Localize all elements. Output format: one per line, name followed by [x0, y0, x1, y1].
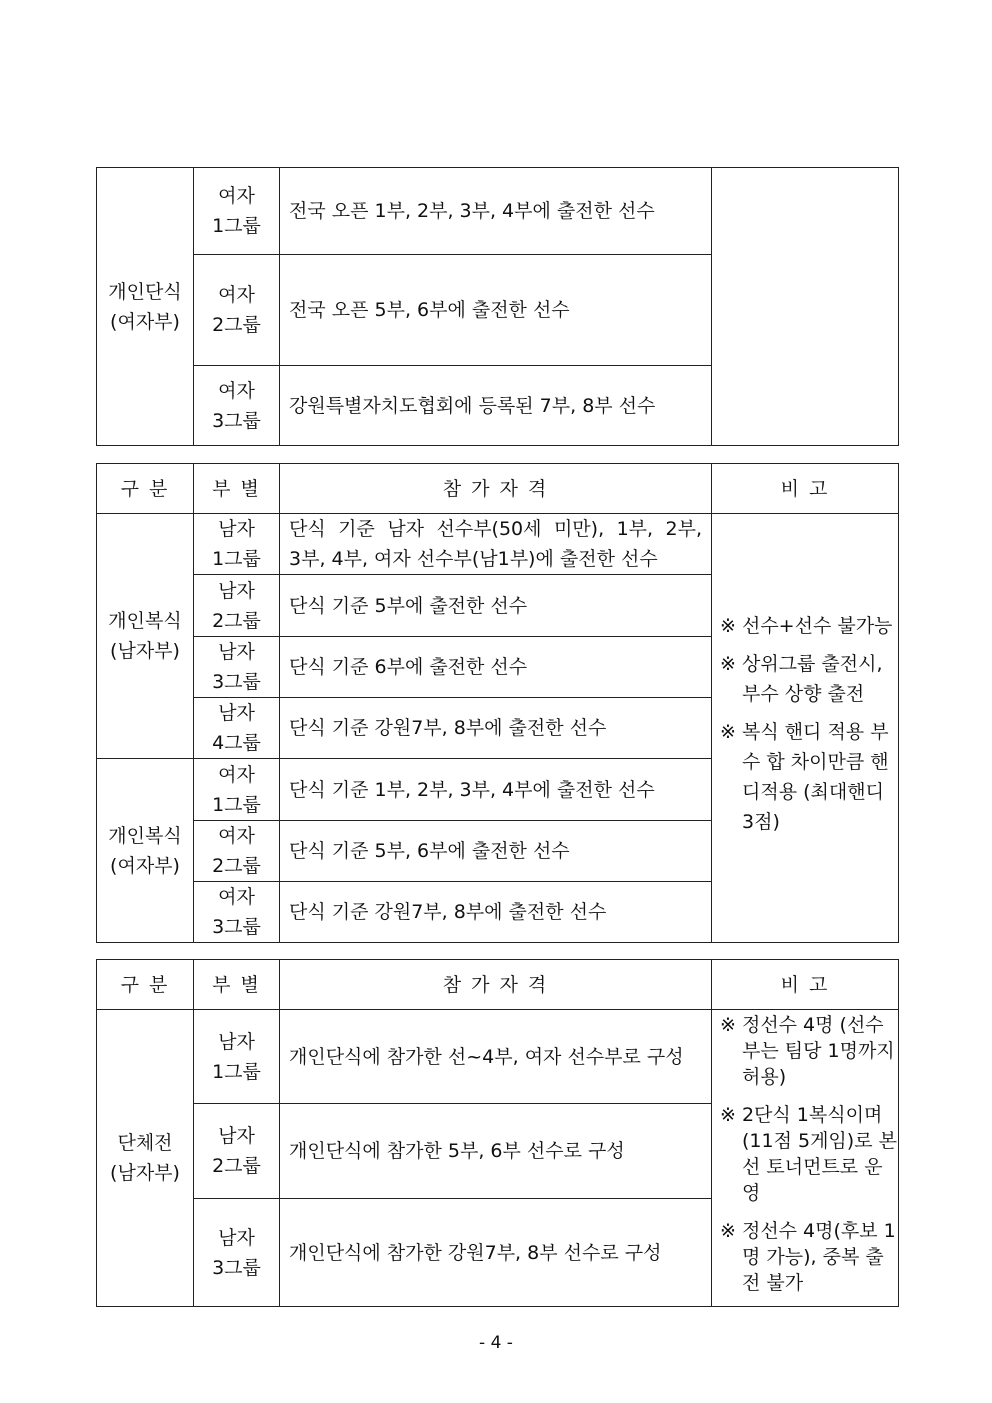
group-cell: 여자 2그룹	[194, 821, 280, 882]
remarks-cell	[712, 514, 899, 943]
qualification-cell: 개인단식에 참가한 강원7부, 8부 선수로 구성	[280, 1199, 712, 1307]
table-team	[96, 959, 899, 1307]
note: ※ 선수+선수 불가능	[720, 615, 893, 637]
qualification-cell: 강원특별자치도협회에 등록된 7부, 8부 선수	[280, 366, 712, 446]
header-qualification: 참 가 자 격	[280, 464, 712, 514]
group-cell: 남자 1그룹	[194, 514, 280, 575]
qualification-cell: 단식 기준 5부, 6부에 출전한 선수	[280, 821, 712, 882]
qualification-cell: 단식 기준 6부에 출전한 선수	[280, 637, 712, 698]
qualification-cell: 단식 기준 남자 선수부(50세 미만), 1부, 2부, 3부, 4부, 여자 선수부(남1부)에 출전한 선수	[280, 514, 712, 575]
group-cell: 남자 3그룹	[194, 1199, 280, 1307]
header-qualification: 참 가 자 격	[280, 960, 712, 1010]
qualification-cell: 단식 기준 강원7부, 8부에 출전한 선수	[280, 698, 712, 759]
group-cell: 여자 3그룹	[194, 882, 280, 943]
remarks-cell	[712, 1010, 899, 1307]
note: ※ 복식 핸디 적용 부수 합 차이만큼 핸디적용 (최대핸디 3점)	[720, 721, 889, 833]
qualification-cell: 개인단식에 참가한 선~4부, 여자 선수부로 구성	[280, 1010, 712, 1104]
group-cell: 여자 1그룹	[194, 168, 280, 255]
table-doubles	[96, 463, 899, 943]
note: ※ 2단식 1복식이며 (11점 5게임)로 본선 토너먼트로 운영	[720, 1104, 897, 1204]
qualification-cell: 전국 오픈 5부, 6부에 출전한 선수	[280, 255, 712, 366]
category-cell: 단체전 (남자부)	[97, 1010, 194, 1307]
qualification-cell: 단식 기준 강원7부, 8부에 출전한 선수	[280, 882, 712, 943]
qualification-cell: 개인단식에 참가한 5부, 6부 선수로 구성	[280, 1104, 712, 1199]
group-cell: 남자 2그룹	[194, 1104, 280, 1199]
remarks-cell	[712, 168, 899, 446]
table-womens-singles	[96, 167, 899, 446]
header-remarks: 비 고	[712, 464, 899, 514]
group-cell: 여자 2그룹	[194, 255, 280, 366]
qualification-cell: 전국 오픈 1부, 2부, 3부, 4부에 출전한 선수	[280, 168, 712, 255]
header-category: 구 분	[97, 464, 194, 514]
qualification-cell: 단식 기준 1부, 2부, 3부, 4부에 출전한 선수	[280, 759, 712, 821]
group-cell: 남자 4그룹	[194, 698, 280, 759]
group-cell: 여자 3그룹	[194, 366, 280, 446]
group-cell: 남자 2그룹	[194, 575, 280, 637]
header-remarks: 비 고	[712, 960, 899, 1010]
category-cell: 개인복식 (남자부)	[97, 514, 194, 759]
group-cell: 여자 1그룹	[194, 759, 280, 821]
page-number: - 4 -	[479, 1333, 513, 1353]
note: ※ 상위그룹 출전시, 부수 상향 출전	[720, 653, 883, 705]
header-category: 구 분	[97, 960, 194, 1010]
category-cell: 개인복식 (여자부)	[97, 759, 194, 943]
category-cell: 개인단식 (여자부)	[97, 168, 194, 446]
note: ※ 정선수 4명 (선수부는 팀당 1명까지 허용)	[720, 1014, 895, 1088]
header-division: 부 별	[194, 960, 280, 1010]
header-division: 부 별	[194, 464, 280, 514]
note: ※ 정선수 4명(후보 1명 가능), 중복 출전 불가	[720, 1220, 896, 1294]
qualification-cell: 단식 기준 5부에 출전한 선수	[280, 575, 712, 637]
group-cell: 남자 1그룹	[194, 1010, 280, 1104]
group-cell: 남자 3그룹	[194, 637, 280, 698]
